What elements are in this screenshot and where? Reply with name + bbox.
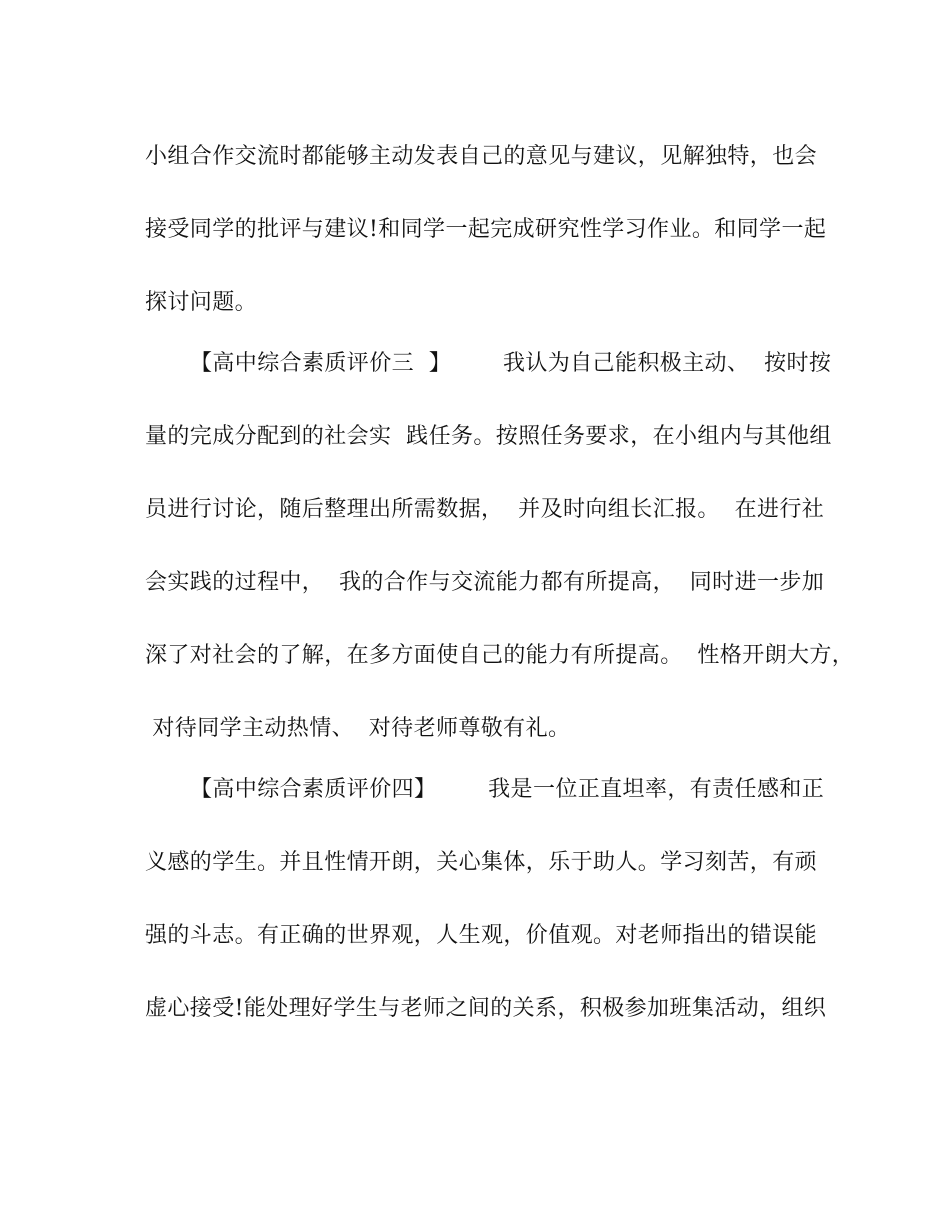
paragraph-line: 探讨问题。 <box>145 290 258 315</box>
paragraph-line: 深了对社会的了解，在多方面使自己的能力有所提高。 性格开朗大方， <box>145 643 855 668</box>
paragraph-line: 接受同学的批评与建议!和同学一起完成研究性学习作业。和同学一起 <box>145 217 827 242</box>
paragraph-line: 量的完成分配到的社会实 践任务。按照任务要求，在小组内与其他组 <box>145 424 832 449</box>
paragraph-line: 小组合作交流时都能够主动发表自己的意见与建议，见解独特，也会 <box>145 144 818 169</box>
paragraph-line: 强的斗志。有正确的世界观，人生观，价值观。对老师指出的错误能 <box>145 923 818 948</box>
section-heading-line: 【高中综合素质评价四】 我是一位正直坦率，有责任感和正 <box>190 777 825 802</box>
section-heading-line: 【高中综合素质评价三 】 我认为自己能积极主动、 按时按 <box>190 351 832 376</box>
paragraph-line: 虚心接受!能处理好学生与老师之间的关系，积极参加班集活动，组织 <box>145 996 827 1021</box>
paragraph-line: 会实践的过程中， 我的合作与交流能力都有所提高， 同时进一步加 <box>145 570 825 595</box>
paragraph-line: 员进行讨论，随后整理出所需数据， 并及时向组长汇报。 在进行社 <box>145 497 825 522</box>
paragraph-line: 义感的学生。并且性情开朗，关心集体，乐于助人。学习刻苦，有顽 <box>145 850 818 875</box>
paragraph-line: 对待同学主动热情、 对待老师尊敬有礼。 <box>145 716 571 741</box>
